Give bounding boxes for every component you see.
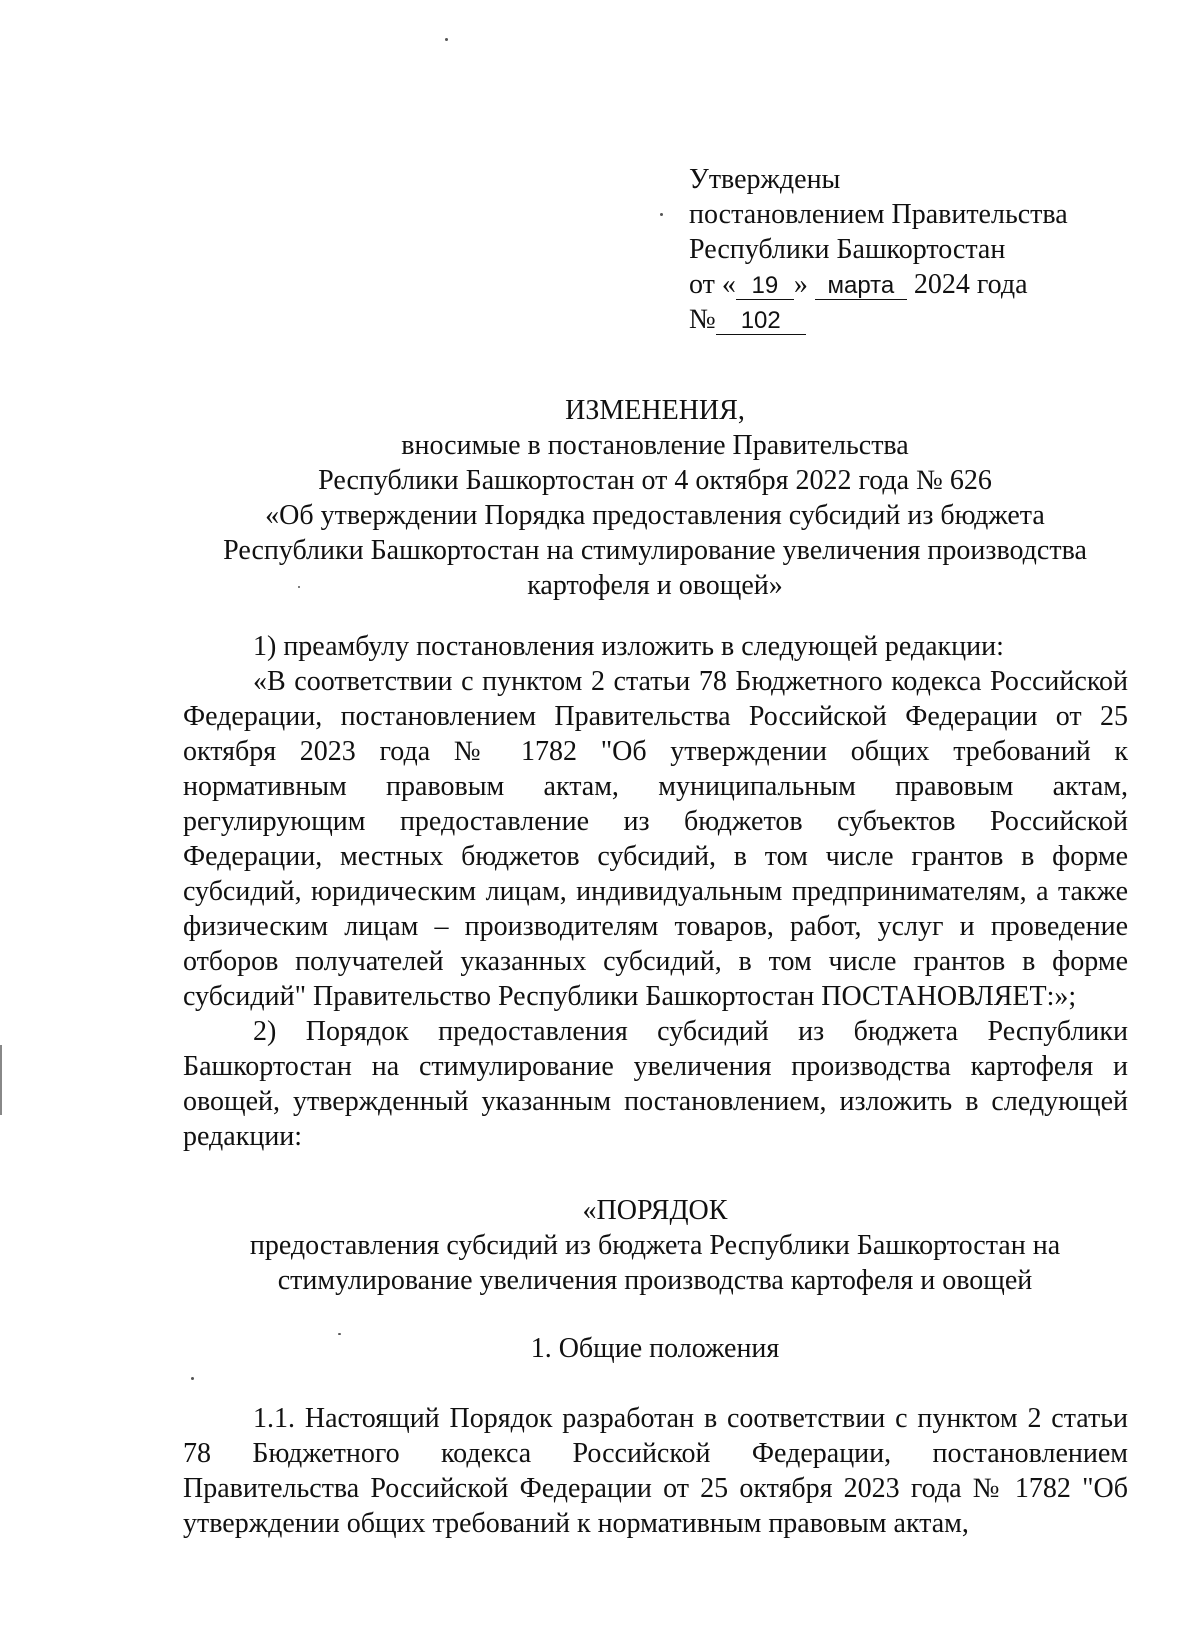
date-day: 19	[736, 273, 794, 300]
order-line: предоставления субсидий из бюджета Республики Башкортостан на	[249, 1230, 1061, 1261]
order-line: стимулирование увеличения производства картофеля и овощей	[277, 1265, 1033, 1296]
scan-edge-mark	[0, 1045, 2, 1115]
approval-date	[689, 267, 1068, 302]
paragraph: 1.1. Настоящий Порядок разработан в соответствии с пунктом 2 статьи 78 Бюджетного кодекса Российской Федерации, постановлением Правительства Российской Федерации от 25 октября 2023 года № 1782 "Об утверждении общих требований к нормативным правовым актам,	[183, 1403, 1128, 1539]
date-mid: »	[793, 269, 808, 300]
paragraph: 1) преамбулу постановления изложить в следующей редакции:	[253, 631, 1004, 662]
scan-speck	[660, 213, 663, 216]
date-prefix: от «	[689, 269, 736, 300]
number-value: 102	[716, 308, 806, 335]
approval-line: Республики Башкортостан	[689, 234, 1006, 265]
section-body	[183, 1401, 1128, 1541]
paragraph: «В соответствии с пунктом 2 статьи 78 Бюджетного кодекса Российской Федерации, постановлением Правительства Российской Федерации от 25 октября 2023 года № 1782 "Об утверждении общих требований к нормативным правовым актам, муниципальным правовым актам, регулирующим предоставление из бюджетов субъектов Российской Федерации, местных бюджетов субсидий, в том числе грантов в форме субсидий, юридическим лицам, индивидуальным предпринимателям, а также физическим лицам – производителям товаров, работ, услуг и проведение отборов получателей указанных субсидий, в том числе грантов в форме субсидий" Правительство Республики Башкортостан ПОСТАНОВЛЯЕТ:»;	[183, 666, 1128, 1012]
title-line: Республики Башкортостан от 4 октября 2022 года № 626	[318, 465, 992, 496]
approval-line: Утверждены	[689, 164, 841, 195]
approval-line: постановлением Правительства	[689, 199, 1068, 230]
approval-number	[689, 302, 1068, 337]
document-title	[180, 393, 1130, 603]
scan-speck	[445, 38, 448, 41]
order-title	[180, 1193, 1130, 1298]
title-line: вносимые в постановление Правительства	[401, 430, 909, 461]
scan-speck	[191, 1377, 194, 1380]
date-suffix: 2024 года	[913, 269, 1028, 300]
title-heading: ИЗМЕНЕНИЯ,	[565, 395, 745, 426]
title-line: Республики Башкортостан на стимулирование увеличения производства	[223, 535, 1087, 566]
date-month: марта	[815, 273, 907, 300]
section-heading: 1. Общие положения	[530, 1333, 780, 1364]
number-prefix: №	[689, 304, 716, 335]
title-line: картофеля и овощей»	[527, 570, 783, 601]
amendments-body	[183, 629, 1128, 1154]
approval-block	[689, 162, 1068, 337]
order-heading: «ПОРЯДОК	[582, 1195, 728, 1226]
title-line: «Об утверждении Порядка предоставления субсидий из бюджета	[265, 500, 1045, 531]
paragraph: 2) Порядок предоставления субсидий из бюджета Республики Башкортостан на стимулирование увеличения производства картофеля и овощей, утвержденный указанным постановлением, изложить в следующей редакции:	[183, 1016, 1128, 1152]
